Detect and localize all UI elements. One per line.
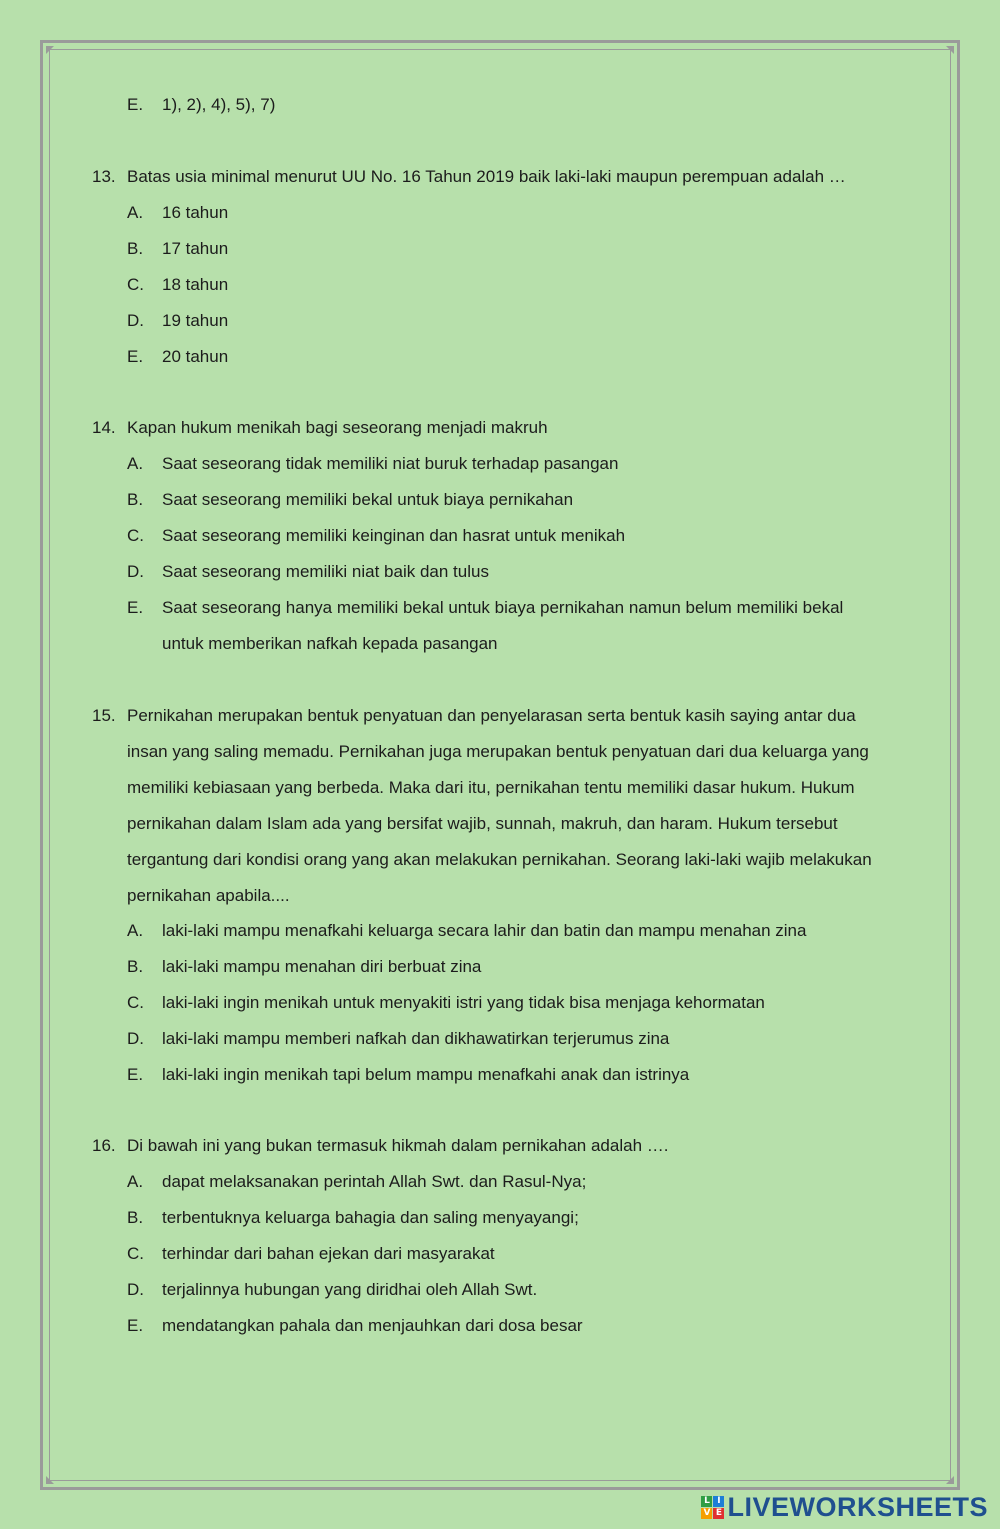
option-letter: C. bbox=[127, 275, 144, 294]
question-number: 13. bbox=[92, 167, 116, 186]
frame-corner-top-left bbox=[46, 46, 54, 54]
option-text: Saat seseorang memiliki keinginan dan hasrat untuk menikah bbox=[162, 526, 626, 545]
question-number: 15. bbox=[92, 706, 116, 725]
option-letter: D. bbox=[127, 562, 144, 581]
option-text: terhindar dari bahan ejekan dari masyarakat bbox=[162, 1244, 495, 1263]
option-letter: E. bbox=[127, 95, 144, 114]
option-text: laki-laki mampu menafkahi keluarga secara lahir dan batin dan mampu menahan zina bbox=[162, 921, 807, 940]
option-letter: D. bbox=[127, 1280, 144, 1299]
question-text: memiliki kebiasaan yang berbeda. Maka dari itu, pernikahan tentu memiliki dasar hukum. Hukum bbox=[127, 778, 855, 797]
frame-corner-bottom-right bbox=[946, 1476, 954, 1484]
option-text: 17 tahun bbox=[162, 239, 229, 258]
question-text: Batas usia minimal menurut UU No. 16 Tahun 2019 baik laki-laki maupun perempuan adalah … bbox=[127, 167, 846, 186]
option-text: 20 tahun bbox=[162, 347, 229, 366]
option-text: mendatangkan pahala dan menjauhkan dari dosa besar bbox=[162, 1316, 583, 1335]
liveworksheets-logo[interactable] bbox=[701, 1490, 988, 1524]
option-text: Saat seseorang memiliki bekal untuk biaya pernikahan bbox=[162, 490, 574, 509]
option-letter: B. bbox=[127, 239, 144, 258]
option-text: 18 tahun bbox=[162, 275, 229, 294]
option-letter: B. bbox=[127, 490, 144, 509]
option-letter: B. bbox=[127, 957, 144, 976]
option-letter: A. bbox=[127, 203, 144, 222]
option-text: laki-laki ingin menikah untuk menyakiti istri yang tidak bisa menjaga kehormatan bbox=[162, 993, 765, 1012]
option-letter: D. bbox=[127, 311, 144, 330]
option-text: Saat seseorang memiliki niat baik dan tulus bbox=[162, 562, 489, 581]
logo-mark-letter: E bbox=[713, 1508, 724, 1519]
option-text: laki-laki ingin menikah tapi belum mampu menafkahi anak dan istrinya bbox=[162, 1065, 690, 1084]
option-text: terbentuknya keluarga bahagia dan saling menyayangi; bbox=[162, 1208, 579, 1227]
liveworksheets-logo-icon bbox=[701, 1496, 724, 1519]
option-letter: C. bbox=[127, 526, 144, 545]
option-letter: D. bbox=[127, 1029, 144, 1048]
option-text: dapat melaksanakan perintah Allah Swt. dan Rasul-Nya; bbox=[162, 1172, 587, 1191]
question-text: pernikahan dalam Islam ada yang bersifat wajib, sunnah, makruh, dan haram. Hukum tersebut bbox=[127, 814, 838, 833]
frame-corner-top-right bbox=[946, 46, 954, 54]
option-text: Saat seseorang tidak memiliki niat buruk terhadap pasangan bbox=[162, 454, 619, 473]
option-letter: B. bbox=[127, 1208, 144, 1227]
option-letter: A. bbox=[127, 1172, 144, 1191]
logo-mark-letter: V bbox=[701, 1508, 712, 1519]
option-text: laki-laki mampu menahan diri berbuat zina bbox=[162, 957, 482, 976]
logo-mark-letter: L bbox=[701, 1496, 712, 1507]
option-text: Saat seseorang hanya memiliki bekal untuk biaya pernikahan namun belum memiliki bekal bbox=[162, 598, 844, 617]
question-number: 16. bbox=[92, 1136, 116, 1155]
option-text: terjalinnya hubungan yang diridhai oleh Allah Swt. bbox=[162, 1280, 538, 1299]
option-text: 16 tahun bbox=[162, 203, 229, 222]
liveworksheets-logo-text: LIVEWORKSHEETS bbox=[727, 1491, 988, 1522]
option-letter: E. bbox=[127, 1065, 144, 1084]
option-text: 1), 2), 4), 5), 7) bbox=[162, 95, 276, 114]
question-text: Kapan hukum menikah bagi seseorang menjadi makruh bbox=[127, 418, 548, 437]
question-number: 14. bbox=[92, 418, 116, 437]
question-text: pernikahan apabila.... bbox=[127, 886, 290, 905]
option-letter: C. bbox=[127, 993, 144, 1012]
option-letter: E. bbox=[127, 347, 144, 366]
option-letter: C. bbox=[127, 1244, 144, 1263]
question-text: tergantung dari kondisi orang yang akan melakukan pernikahan. Seorang laki-laki wajib melakukan bbox=[127, 850, 872, 869]
option-text: untuk memberikan nafkah kepada pasangan bbox=[162, 634, 498, 653]
option-text: laki-laki mampu memberi nafkah dan dikhawatirkan terjerumus zina bbox=[162, 1029, 670, 1048]
option-letter: A. bbox=[127, 921, 144, 940]
question-text: insan yang saling memadu. Pernikahan juga merupakan bentuk penyatuan dari dua keluarga yang bbox=[127, 742, 869, 761]
logo-mark-letter: I bbox=[713, 1496, 724, 1507]
frame-corner-bottom-left bbox=[46, 1476, 54, 1484]
question-text: Di bawah ini yang bukan termasuk hikmah dalam pernikahan adalah …. bbox=[127, 1136, 669, 1155]
option-letter: A. bbox=[127, 454, 144, 473]
option-letter: E. bbox=[127, 598, 144, 617]
question-text: Pernikahan merupakan bentuk penyatuan dan penyelarasan serta bentuk kasih saying antar dua bbox=[127, 706, 856, 725]
option-letter: E. bbox=[127, 1316, 144, 1335]
option-text: 19 tahun bbox=[162, 311, 229, 330]
